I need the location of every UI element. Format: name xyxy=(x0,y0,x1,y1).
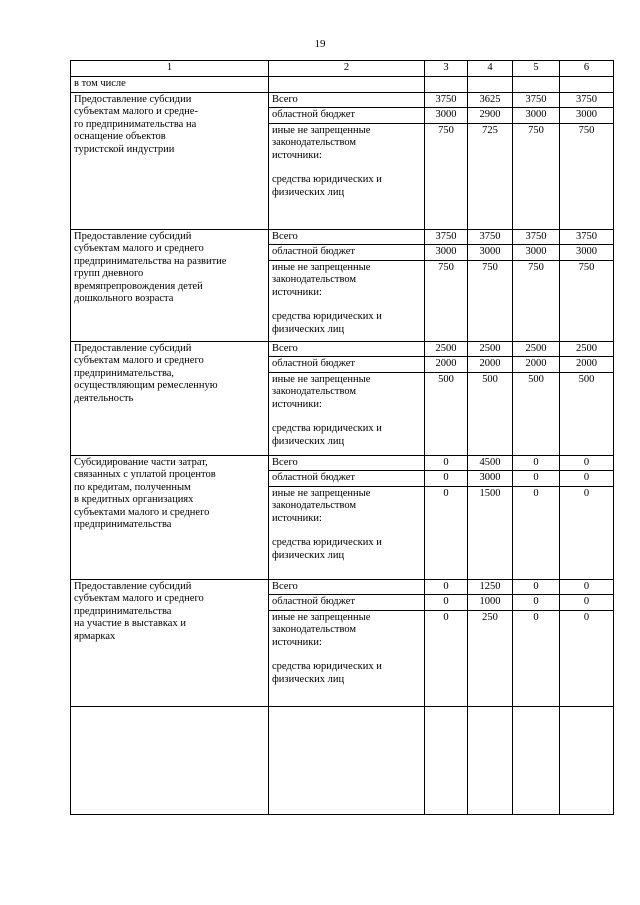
description-line: субъектам малого и среднего xyxy=(74,593,204,604)
regional-value: 2000 xyxy=(560,357,614,373)
private-funds-line: средства юридических и xyxy=(272,661,382,672)
column-header: 6 xyxy=(560,61,614,77)
description-line: го предпринимательства на xyxy=(74,118,197,130)
total-value: 0 xyxy=(425,579,468,595)
regional-value: 0 xyxy=(513,471,560,487)
regional-label: областной бюджет xyxy=(272,358,355,369)
total-value: 1250 xyxy=(468,579,513,595)
total-label-cell xyxy=(269,579,425,595)
description-line: по кредитам, полученным xyxy=(74,481,191,493)
total-value: 2500 xyxy=(468,341,513,357)
regional-value: 0 xyxy=(425,595,468,611)
description-line: предпринимательства, xyxy=(74,367,175,379)
budget-table xyxy=(70,60,614,815)
other-sources-line: источники: xyxy=(272,398,322,410)
regional-label: областной бюджет xyxy=(272,472,355,483)
total-value: 0 xyxy=(425,455,468,471)
total-value: 3625 xyxy=(468,92,513,108)
column-header: 5 xyxy=(513,61,560,77)
total-value: 3750 xyxy=(513,92,560,108)
description-line: осуществляющим ремесленную xyxy=(74,380,218,391)
private-funds-value: 500 xyxy=(468,372,513,455)
regional-value: 0 xyxy=(560,595,614,611)
private-funds-value: 750 xyxy=(513,260,560,341)
total-value: 3750 xyxy=(560,92,614,108)
total-value: 3750 xyxy=(513,229,560,245)
total-label-cell xyxy=(269,455,425,471)
subheading-row xyxy=(71,77,614,93)
description-line: предпринимательства xyxy=(74,605,172,617)
other-sources-line: иные не запрещенные xyxy=(272,487,371,499)
description-line: дошкольного возраста xyxy=(74,293,174,304)
page-number: 19 xyxy=(314,38,326,50)
description-line: субъектами малого и среднего xyxy=(74,506,210,518)
private-funds-line: средства юридических и xyxy=(272,311,382,322)
total-value: 0 xyxy=(513,579,560,595)
regional-value: 2000 xyxy=(425,357,468,373)
regional-value: 3000 xyxy=(513,245,560,261)
private-funds-value: 1500 xyxy=(468,486,513,579)
regional-label: областной бюджет xyxy=(272,596,355,607)
other-sources-line: источники: xyxy=(272,286,322,298)
other-sources-line: источники: xyxy=(272,636,322,648)
description-line: в кредитных организациях xyxy=(74,494,194,505)
total-label: Всего xyxy=(272,342,298,354)
regional-label: областной бюджет xyxy=(272,109,355,120)
other-sources-cell xyxy=(269,486,425,579)
other-sources-line: иные не запрещенные xyxy=(272,373,371,385)
private-funds-value: 0 xyxy=(513,486,560,579)
total-value: 3750 xyxy=(468,229,513,245)
private-funds-value: 500 xyxy=(513,372,560,455)
regional-value: 3000 xyxy=(560,245,614,261)
description-line: ярмарках xyxy=(74,630,116,642)
other-sources-line: иные не запрещенные xyxy=(272,611,371,623)
private-funds-line: физических лиц xyxy=(272,549,345,561)
description-line: времяпрепровождения детей xyxy=(74,280,203,292)
total-value: 2500 xyxy=(513,341,560,357)
regional-value: 2000 xyxy=(468,357,513,373)
private-funds-value: 0 xyxy=(560,610,614,706)
private-funds-value: 750 xyxy=(560,260,614,341)
description-line: Предоставление субсидий xyxy=(74,230,192,242)
other-sources-line: законодательством xyxy=(272,624,357,635)
private-funds-value: 500 xyxy=(425,372,468,455)
measure-description xyxy=(71,341,269,455)
private-funds-value: 750 xyxy=(425,260,468,341)
private-funds-value: 750 xyxy=(425,123,468,229)
total-value: 2500 xyxy=(425,341,468,357)
private-funds-value: 0 xyxy=(425,610,468,706)
column-header: 4 xyxy=(468,61,513,77)
private-funds-value: 750 xyxy=(468,260,513,341)
table-row-total xyxy=(71,229,614,245)
table-row-total xyxy=(71,455,614,471)
other-sources-cell xyxy=(269,610,425,706)
private-funds-line: физических лиц xyxy=(272,435,345,447)
total-label-cell xyxy=(269,229,425,245)
column-header: 3 xyxy=(425,61,468,77)
regional-label-cell xyxy=(269,108,425,124)
table-row-total xyxy=(71,579,614,595)
other-sources-cell xyxy=(269,372,425,455)
regional-value: 3000 xyxy=(560,108,614,124)
private-funds-value: 500 xyxy=(560,372,614,455)
total-value: 2500 xyxy=(560,341,614,357)
other-sources-line: иные не запрещенные xyxy=(272,124,371,136)
total-label: Всего xyxy=(272,580,298,592)
other-sources-line: иные не запрещенные xyxy=(272,261,371,273)
total-label-cell xyxy=(269,92,425,108)
other-sources-line: источники: xyxy=(272,149,322,161)
regional-label-cell xyxy=(269,245,425,261)
regional-label: областной бюджет xyxy=(272,246,355,257)
description-line: предпринимательства на развитие xyxy=(74,255,227,267)
measure-description xyxy=(71,229,269,341)
total-value: 3750 xyxy=(425,229,468,245)
description-line: Предоставление субсидий xyxy=(74,580,192,592)
private-funds-line: средства юридических и xyxy=(272,174,382,185)
column-header: 1 xyxy=(71,61,269,77)
description-line: субъектам малого и среднего xyxy=(74,243,204,254)
other-sources-cell xyxy=(269,260,425,341)
total-value: 0 xyxy=(513,455,560,471)
private-funds-value: 0 xyxy=(513,610,560,706)
column-header: 2 xyxy=(269,61,425,77)
description-line: Предоставление субсидий xyxy=(74,342,192,354)
total-label: Всего xyxy=(272,456,298,468)
private-funds-value: 0 xyxy=(560,486,614,579)
header-row xyxy=(71,61,614,77)
regional-label-cell xyxy=(269,595,425,611)
regional-value: 2900 xyxy=(468,108,513,124)
empty-row xyxy=(71,706,614,814)
description-line: Субсидирование части затрат, xyxy=(74,456,208,468)
regional-label-cell xyxy=(269,357,425,373)
measure-description xyxy=(71,92,269,229)
total-label-cell xyxy=(269,341,425,357)
description-line: туристской индустрии xyxy=(74,143,175,155)
subheading-cell: в том числе xyxy=(71,77,269,93)
description-line: групп дневного xyxy=(74,268,144,279)
regional-value: 0 xyxy=(513,595,560,611)
description-line: Предоставление субсидии xyxy=(74,93,192,105)
private-funds-line: физических лиц xyxy=(272,323,345,335)
regional-value: 3000 xyxy=(425,108,468,124)
private-funds-value: 0 xyxy=(425,486,468,579)
private-funds-line: средства юридических и xyxy=(272,423,382,434)
regional-value: 3000 xyxy=(513,108,560,124)
table-row-total xyxy=(71,92,614,108)
private-funds-line: средства юридических и xyxy=(272,537,382,548)
regional-value: 0 xyxy=(425,471,468,487)
other-sources-line: законодательством xyxy=(272,137,357,148)
regional-value: 2000 xyxy=(513,357,560,373)
total-label: Всего xyxy=(272,93,298,105)
private-funds-line: физических лиц xyxy=(272,673,345,685)
measure-description xyxy=(71,455,269,579)
total-value: 0 xyxy=(560,455,614,471)
description-line: связанных с уплатой процентов xyxy=(74,469,216,480)
total-label: Всего xyxy=(272,230,298,242)
description-line: субъектам малого и среднего xyxy=(74,355,204,366)
private-funds-value: 750 xyxy=(560,123,614,229)
other-sources-line: законодательством xyxy=(272,500,357,511)
regional-value: 1000 xyxy=(468,595,513,611)
measure-description xyxy=(71,579,269,706)
total-value: 0 xyxy=(560,579,614,595)
description-line: субъектам малого и средне- xyxy=(74,106,198,117)
total-value: 3750 xyxy=(425,92,468,108)
other-sources-line: источники: xyxy=(272,512,322,524)
private-funds-value: 725 xyxy=(468,123,513,229)
total-value: 4500 xyxy=(468,455,513,471)
description-line: на участие в выставках и xyxy=(74,618,186,629)
description-line: деятельность xyxy=(74,392,134,404)
total-value: 3750 xyxy=(560,229,614,245)
description-line: предпринимательства xyxy=(74,519,172,530)
description-line: оснащение объектов xyxy=(74,131,166,142)
regional-value: 3000 xyxy=(468,471,513,487)
other-sources-line: законодательством xyxy=(272,386,357,397)
table-row-total xyxy=(71,341,614,357)
regional-value: 3000 xyxy=(468,245,513,261)
other-sources-cell xyxy=(269,123,425,229)
private-funds-value: 750 xyxy=(513,123,560,229)
regional-value: 3000 xyxy=(425,245,468,261)
private-funds-value: 250 xyxy=(468,610,513,706)
other-sources-line: законодательством xyxy=(272,274,357,285)
private-funds-line: физических лиц xyxy=(272,186,345,198)
regional-label-cell xyxy=(269,471,425,487)
regional-value: 0 xyxy=(560,471,614,487)
